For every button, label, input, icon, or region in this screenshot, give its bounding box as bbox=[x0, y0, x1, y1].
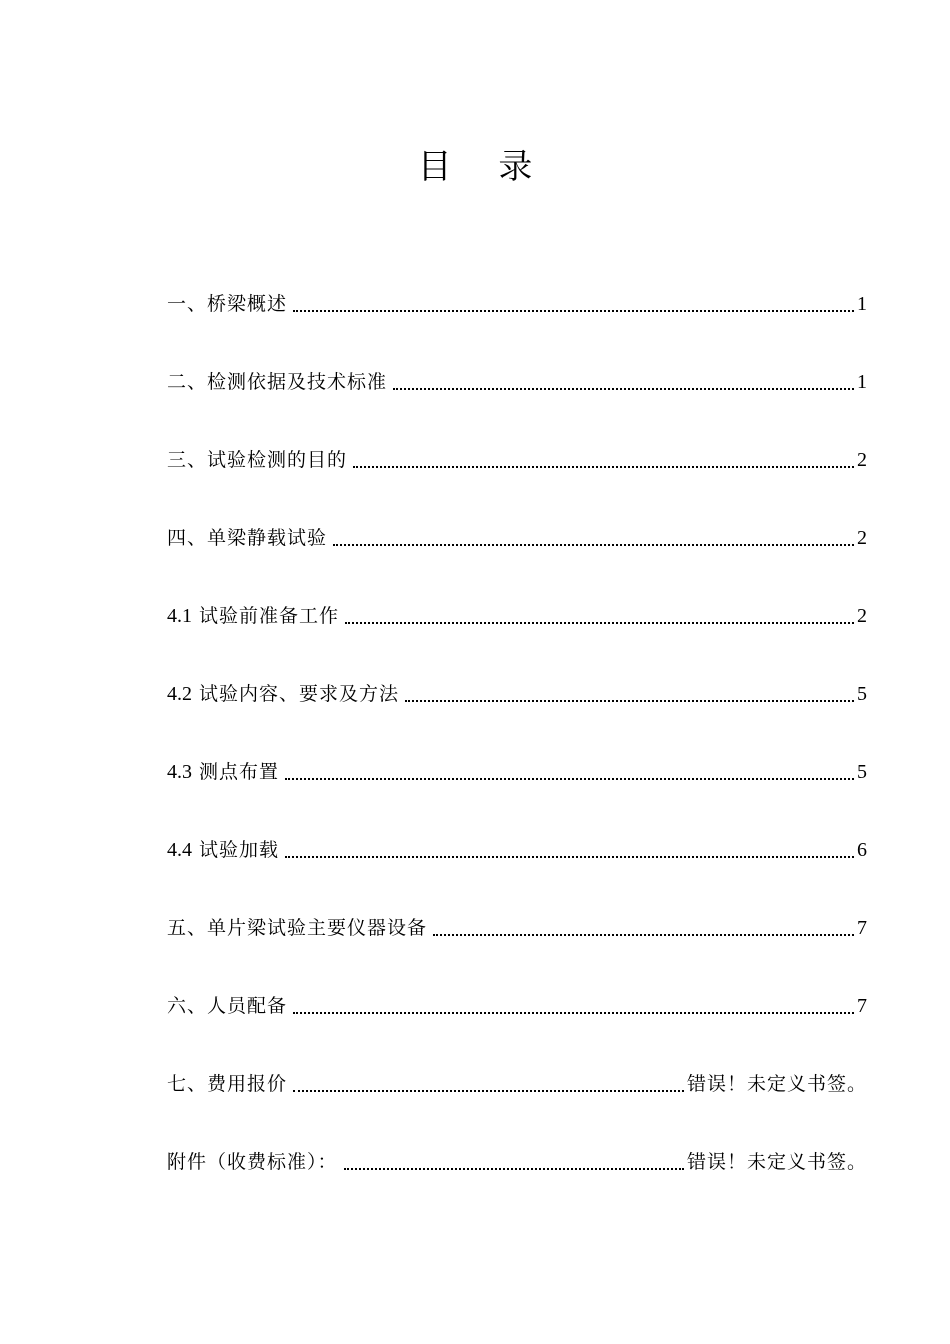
section-text: 试验内容、要求及方法 bbox=[192, 683, 400, 705]
toc-entry-page: 7 bbox=[857, 995, 867, 1017]
dot-leader bbox=[293, 1090, 684, 1092]
toc-entry-page: 5 bbox=[857, 761, 867, 783]
toc-entry-label: 五、单片梁试验主要仪器设备 bbox=[167, 917, 428, 939]
toc-title: 目 录 bbox=[417, 147, 551, 187]
section-text: 测点布置 bbox=[192, 761, 280, 783]
toc-entry-page-error: 错误！未定义书签。 bbox=[686, 1073, 867, 1095]
dot-leader bbox=[353, 466, 854, 468]
toc-entry-4-1[interactable] bbox=[167, 556, 867, 634]
toc-entry-label: 二、检测依据及技术标准 bbox=[167, 371, 388, 393]
toc-entry-page: 1 bbox=[857, 293, 867, 315]
section-number: 4.1 bbox=[167, 605, 192, 627]
section-number: 4.4 bbox=[167, 839, 192, 861]
toc-entry-quotation[interactable] bbox=[167, 1024, 867, 1102]
toc-entry-label: 四、单梁静载试验 bbox=[167, 527, 328, 549]
section-number: 4.2 bbox=[167, 683, 192, 705]
section-text: 试验加载 bbox=[192, 839, 280, 861]
toc-entry-label bbox=[167, 832, 279, 868]
toc-entry-personnel[interactable] bbox=[167, 946, 867, 1024]
toc-entry-label: 附件（收费标准）： bbox=[167, 1151, 338, 1173]
toc-entry-instruments[interactable] bbox=[167, 868, 867, 946]
toc-entry-page: 2 bbox=[857, 605, 867, 627]
toc-entry-label bbox=[167, 598, 339, 634]
toc-entry-4-2[interactable] bbox=[167, 634, 867, 712]
toc-entry-purpose[interactable] bbox=[167, 400, 867, 478]
dot-leader bbox=[393, 388, 854, 390]
toc-entry-page: 7 bbox=[857, 917, 867, 939]
dot-leader bbox=[285, 856, 854, 858]
toc-entry-label: 一、桥梁概述 bbox=[167, 293, 288, 315]
dot-leader bbox=[285, 778, 854, 780]
toc-entry-label: 三、试验检测的目的 bbox=[167, 449, 348, 471]
toc-entry-4-3[interactable] bbox=[167, 712, 867, 790]
section-number: 4.3 bbox=[167, 761, 192, 783]
toc-entry-label: 七、费用报价 bbox=[167, 1073, 288, 1095]
toc-entry-page: 6 bbox=[857, 839, 867, 861]
toc-entry-standards[interactable] bbox=[167, 322, 867, 400]
toc-entry-label: 六、人员配备 bbox=[167, 995, 288, 1017]
toc-entry-page: 5 bbox=[857, 683, 867, 705]
dot-leader bbox=[345, 622, 854, 624]
toc-entry-attachment[interactable] bbox=[167, 1102, 867, 1180]
toc-entry-label bbox=[167, 754, 279, 790]
toc-entry-label bbox=[167, 676, 399, 712]
dot-leader bbox=[405, 700, 854, 702]
dot-leader bbox=[433, 934, 854, 936]
toc-list bbox=[167, 286, 867, 1180]
toc-entry-page: 2 bbox=[857, 449, 867, 471]
toc-entry-static-load-test[interactable] bbox=[167, 478, 867, 556]
dot-leader bbox=[333, 544, 854, 546]
toc-entry-page: 1 bbox=[857, 371, 867, 393]
dot-leader bbox=[293, 310, 854, 312]
toc-entry-4-4[interactable] bbox=[167, 790, 867, 868]
dot-leader bbox=[344, 1168, 684, 1170]
toc-entry-bridge-overview[interactable] bbox=[167, 286, 867, 322]
toc-entry-page: 2 bbox=[857, 527, 867, 549]
section-text: 试验前准备工作 bbox=[192, 605, 340, 627]
toc-entry-page-error: 错误！未定义书签。 bbox=[686, 1151, 867, 1173]
dot-leader bbox=[293, 1012, 854, 1014]
